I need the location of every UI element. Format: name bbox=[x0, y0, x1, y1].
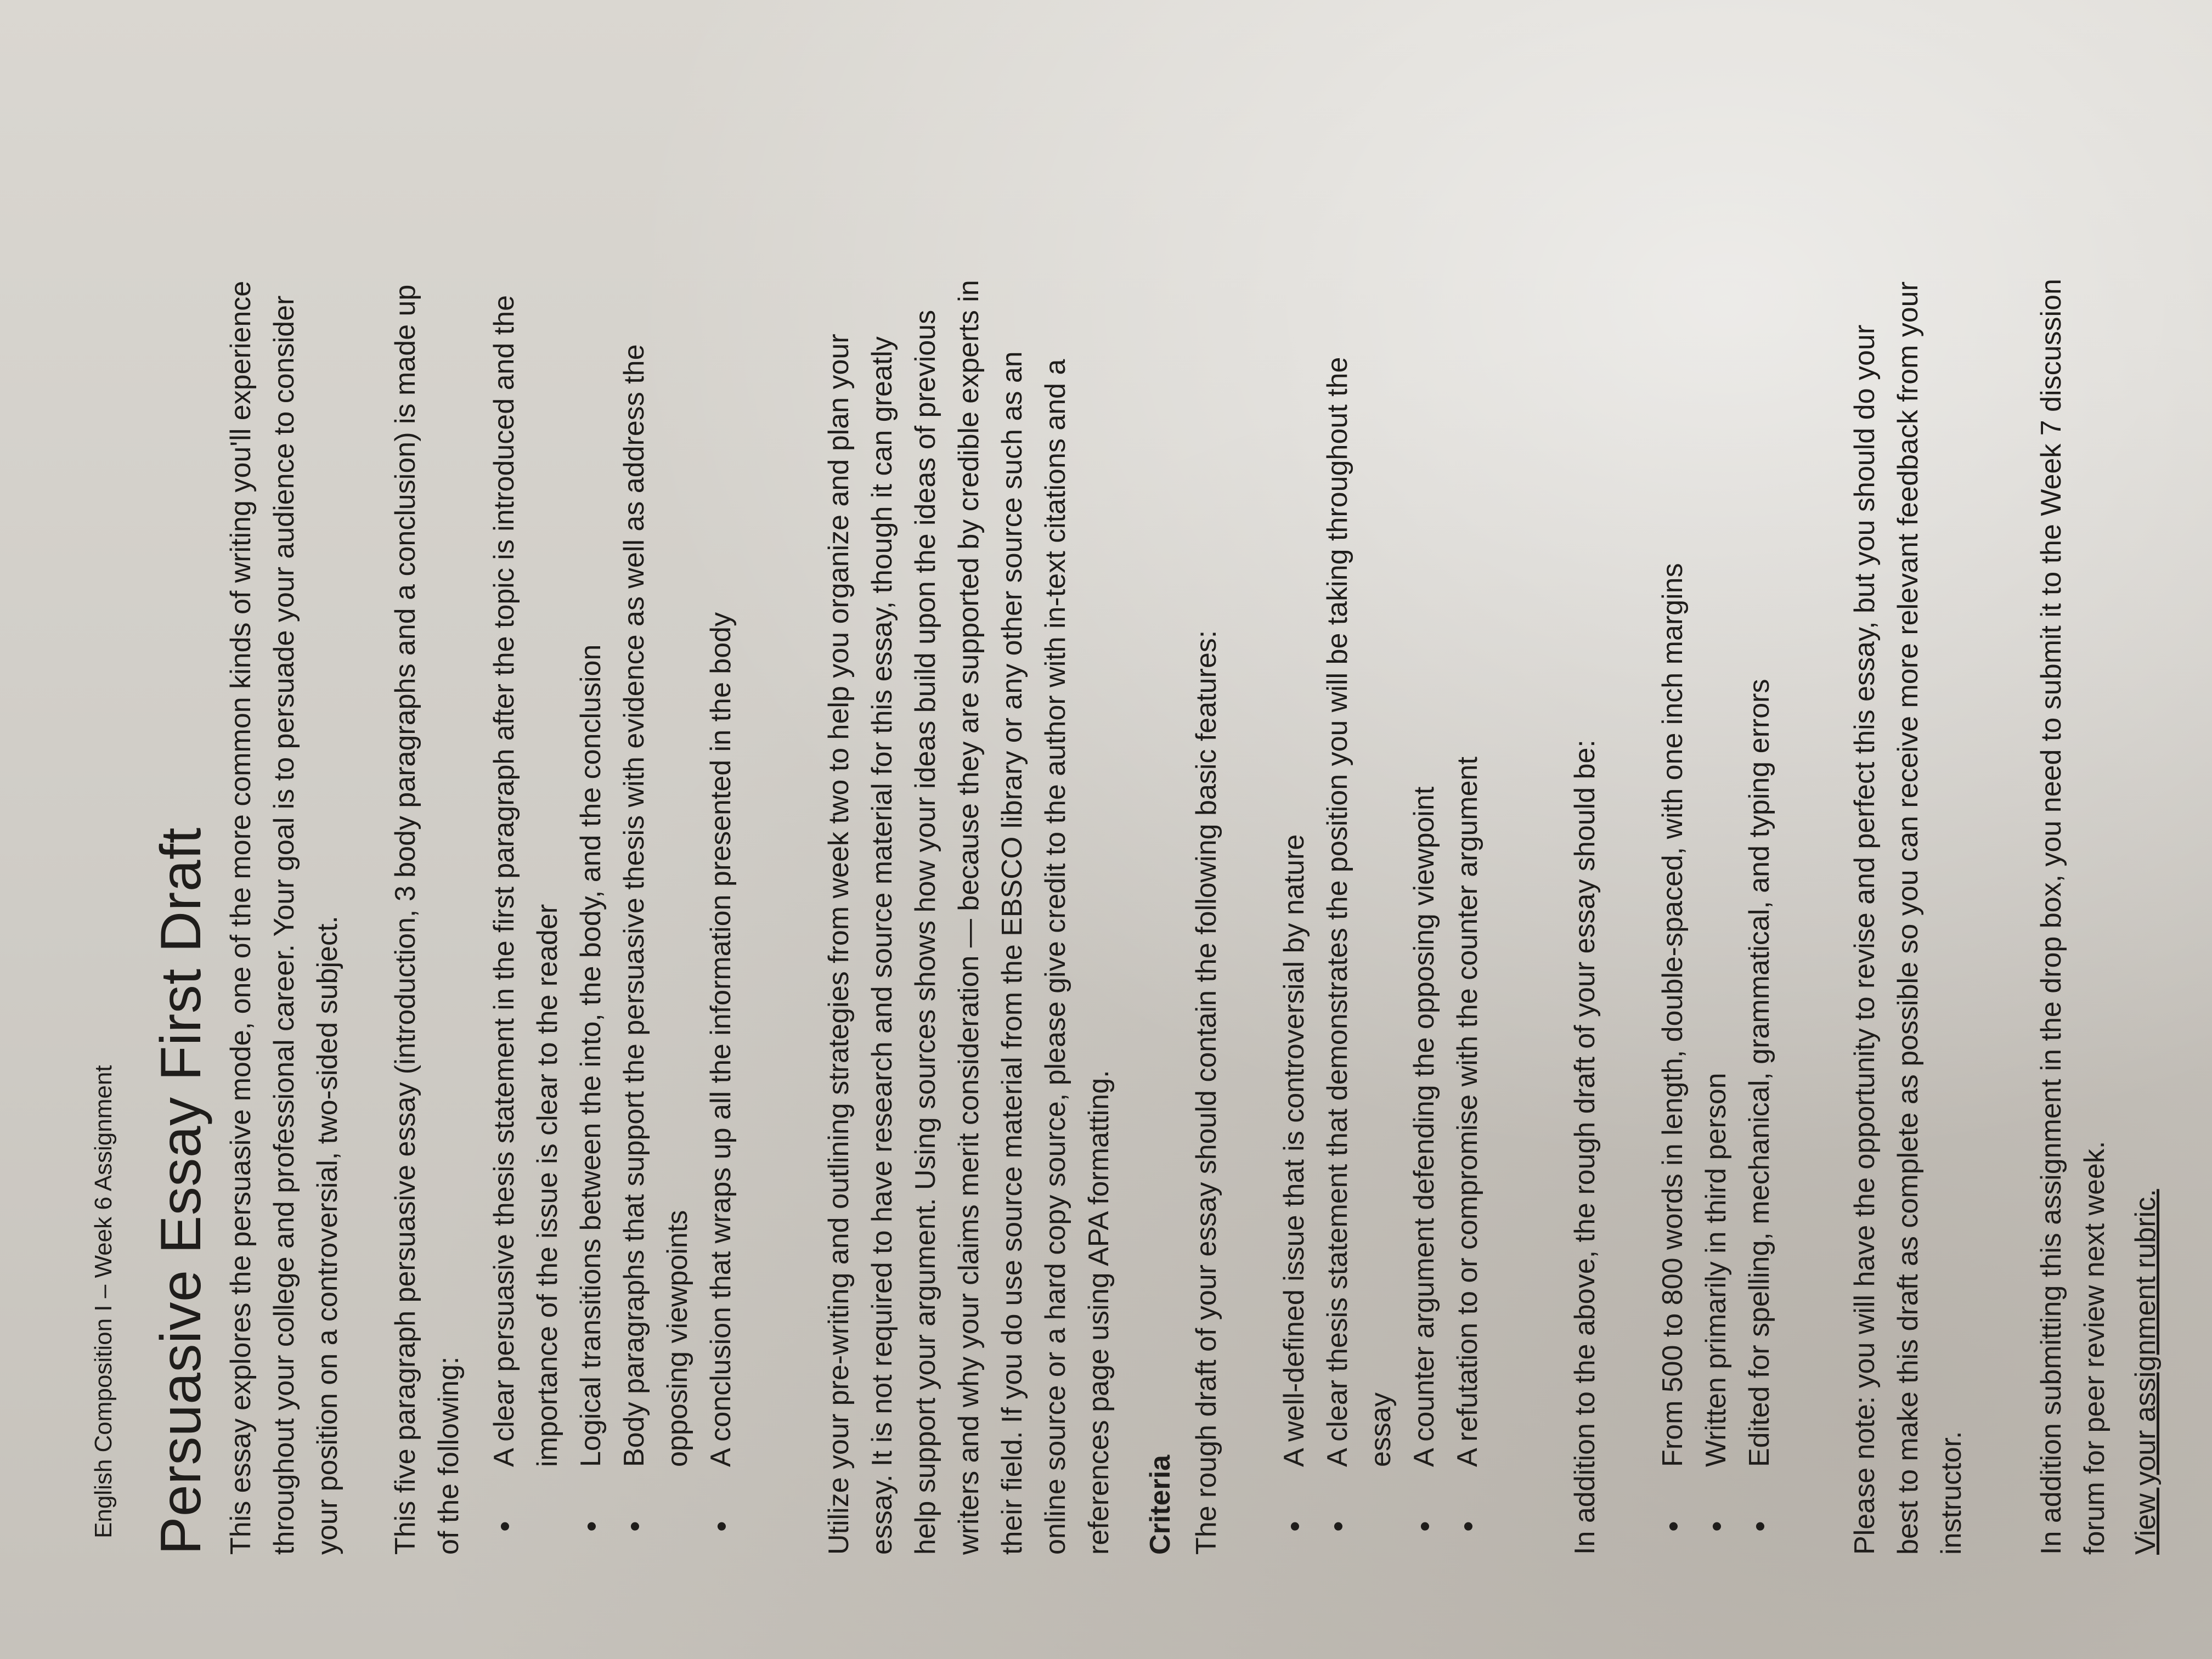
bullet-icon: • bbox=[1656, 1521, 1690, 1532]
bullet-icon: • bbox=[1321, 1521, 1355, 1532]
list-item-text: Body paragraphs that support the persuasive thesis with evidence as well as address the opposing viewpoints bbox=[618, 344, 693, 1467]
bullet-icon: • bbox=[1699, 1521, 1734, 1532]
structure-paragraph: This five paragraph persuasive essay (introduction, 3 body paragraphs and a conclusion) is made up of the following: bbox=[390, 284, 465, 1555]
bullet-icon: • bbox=[487, 1521, 522, 1532]
list-item-text: From 500 to 800 words in length, double-spaced, with one inch margins bbox=[1657, 563, 1689, 1467]
bullet-icon: • bbox=[1277, 1521, 1312, 1532]
list-item bbox=[483, 295, 569, 1555]
list-item-text: Edited for spelling, mechanical, grammatical, and typing errors bbox=[1743, 679, 1775, 1467]
submission-paragraph: In addition submitting this assignment in the drop box, you need to submit it to the Week 7 discussion forum for peer review next week. bbox=[2035, 279, 2111, 1555]
page-title: Persuasive Essay First Draft bbox=[149, 827, 213, 1555]
rubric-link[interactable]: View your assignment rubric. bbox=[2130, 1189, 2162, 1555]
list-item bbox=[1316, 357, 1403, 1555]
list-item bbox=[1695, 563, 1738, 1555]
list-item-text: A conclusion that wraps up all the information presented in the body bbox=[705, 612, 737, 1467]
list-item bbox=[1403, 357, 1446, 1555]
list-item bbox=[613, 295, 699, 1555]
list-item-text: A well-defined issue that is controversial by nature bbox=[1278, 834, 1310, 1467]
list-item-text: Written primarily in third person bbox=[1700, 1073, 1732, 1467]
criteria-list bbox=[1273, 357, 1489, 1555]
criteria-intro: The rough draft of your essay should contain the following basic features: bbox=[1190, 630, 1222, 1555]
essay-components-list bbox=[483, 295, 743, 1555]
additional-requirements-intro: In addition to the above, the rough draft of your essay should be: bbox=[1569, 740, 1601, 1555]
note-paragraph: Please note: you will have the opportunity to revise and perfect this essay, but you should do your best to make this draft as complete as possible so you can receive more relevant feedback from your instructor. bbox=[1849, 281, 1967, 1555]
bullet-icon: • bbox=[1451, 1521, 1485, 1532]
list-item bbox=[1738, 563, 1781, 1555]
list-item bbox=[1446, 357, 1489, 1555]
list-item-text: A clear persuasive thesis statement in the first paragraph after the topic is introduced and the importance of the issue is clear to the reader bbox=[488, 295, 563, 1467]
bullet-icon: • bbox=[1742, 1521, 1777, 1532]
list-item bbox=[569, 295, 613, 1555]
bullet-icon: • bbox=[617, 1521, 652, 1532]
list-item-text: Logical transitions between the into, the body, and the conclusion bbox=[575, 644, 607, 1467]
criteria-heading: Criteria bbox=[1144, 1454, 1176, 1555]
bullet-icon: • bbox=[704, 1521, 738, 1532]
list-item-text: A refutation to or compromise with the counter argument bbox=[1452, 757, 1483, 1467]
list-item-text: A clear thesis statement that demonstrates the position you will be taking throughout the essay bbox=[1322, 357, 1397, 1467]
list-item bbox=[1273, 357, 1316, 1555]
list-item bbox=[1651, 563, 1695, 1555]
additional-requirements-list bbox=[1651, 563, 1781, 1555]
intro-paragraph: This essay explores the persuasive mode, one of the more common kinds of writing you'll experience throughout your college and professional career. Your goal is to persuade your audience to consider your position on a controversial, two-sided subject. bbox=[225, 280, 343, 1555]
list-item bbox=[699, 295, 743, 1555]
sources-paragraph: Utilize your pre-writing and outlining strategies from week two to help you organize and plan your essay. It is not required to have research and source material for this essay, though it can greatly help support your argument. Using sources shows how your ideas build upon the ideas of previous writers and why your claims merit consideration — because they are supported by credible experts in their field. If you do use source material from the EBSCO library or any other source such as an online source or a hard copy source, please give credit to the author with in-text citations and a references page using APA formatting. bbox=[823, 280, 1115, 1555]
course-line: English Composition I – Week 6 Assignment bbox=[90, 1065, 117, 1538]
list-item-text: A counter argument defending the opposing viewpoint bbox=[1408, 786, 1440, 1467]
bullet-icon: • bbox=[1407, 1521, 1442, 1532]
bullet-icon: • bbox=[574, 1521, 608, 1532]
